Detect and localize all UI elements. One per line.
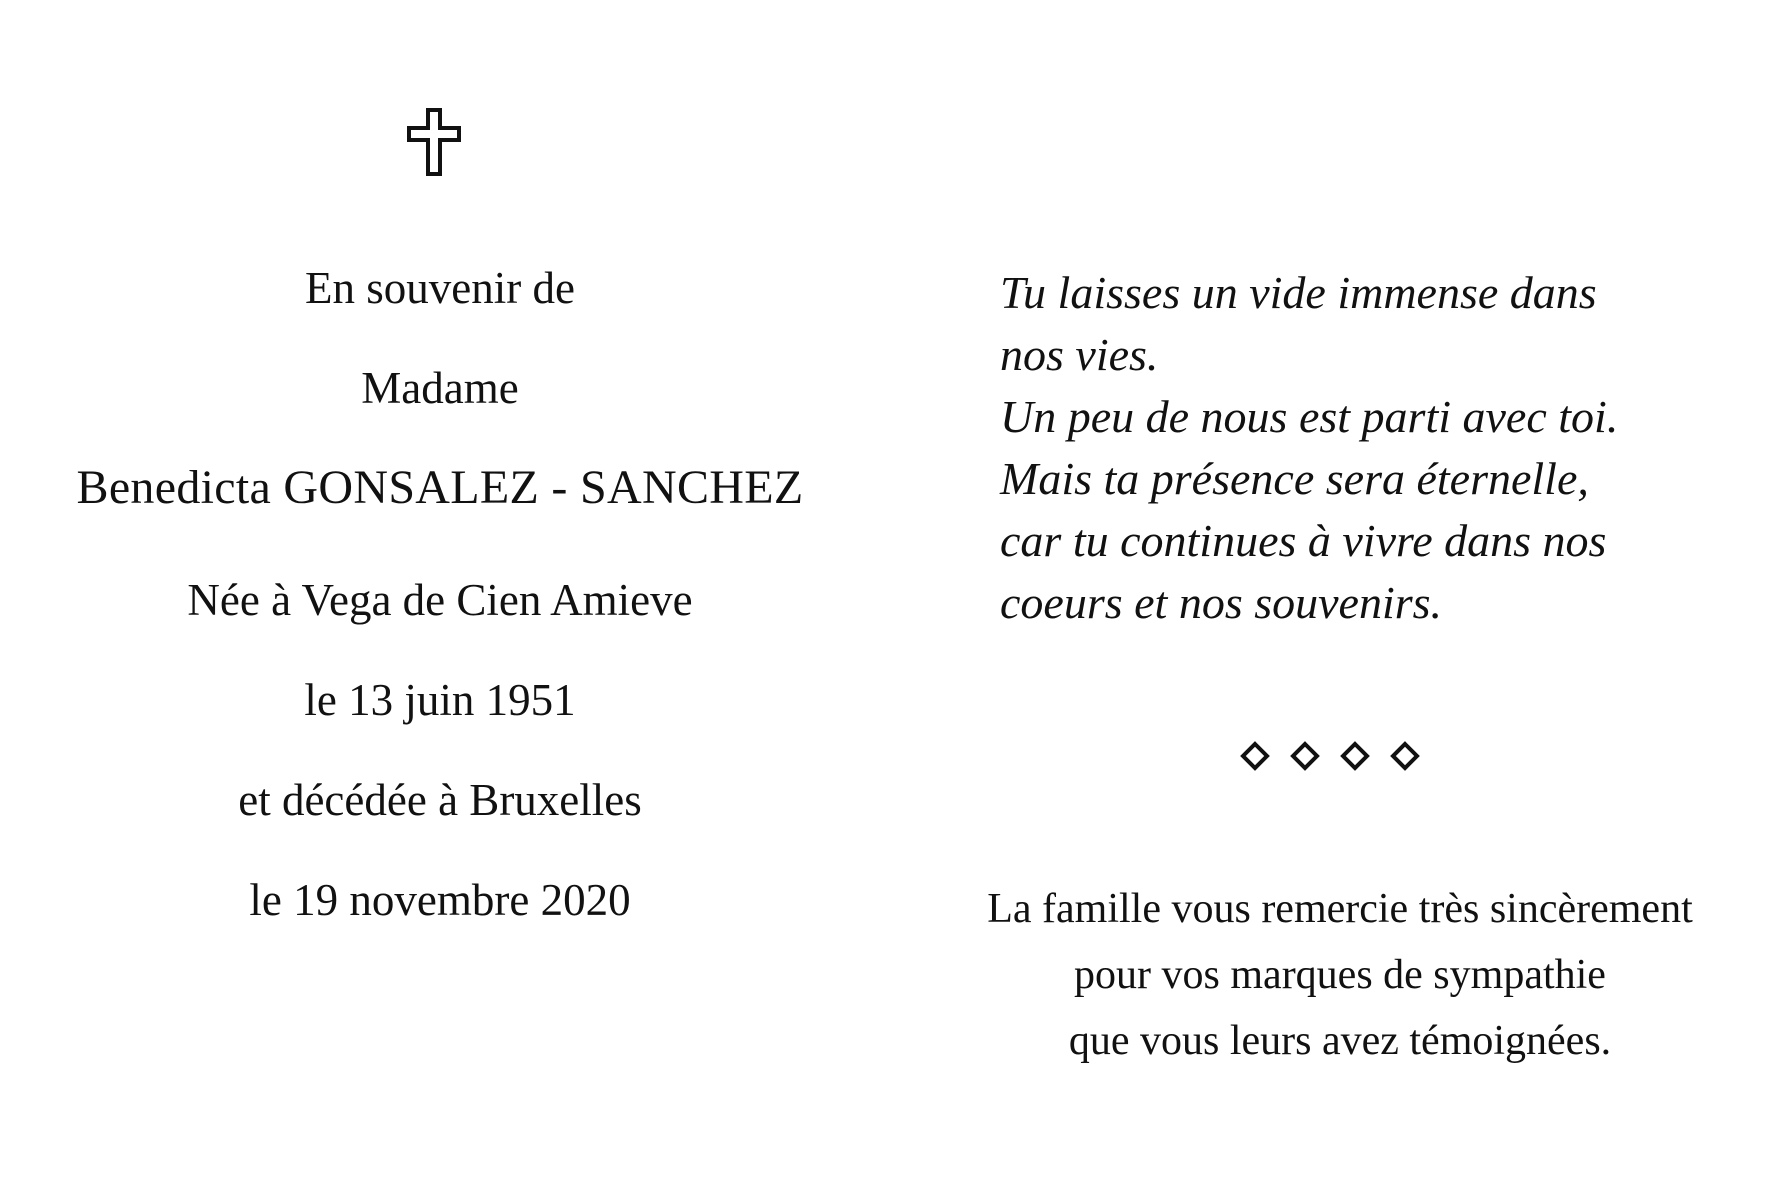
diamond-icon [1243, 744, 1267, 768]
thanks-line: pour vos marques de sympathie [1074, 952, 1606, 998]
cross-icon [407, 108, 461, 176]
poem-line: Mais ta présence sera éternelle, [1000, 453, 1589, 504]
birth-date: le 13 juin 1951 [304, 675, 576, 725]
deceased-name: Benedicta GONSALEZ - SANCHEZ [76, 461, 804, 514]
birth-place: Née à Vega de Cien Amieve [187, 575, 693, 625]
memorial-poem [1000, 262, 1740, 634]
death-date: le 19 novembre 2020 [249, 875, 631, 925]
diamond-ornament [1240, 740, 1430, 772]
diamond-icon [1343, 744, 1367, 768]
honorific: Madame [361, 363, 519, 413]
poem-line: Un peu de nous est parti avec toi. [1000, 391, 1619, 442]
diamond-icon [1293, 744, 1317, 768]
thank-you-message [940, 876, 1740, 1074]
poem-line: car tu continues à vivre dans nos [1000, 515, 1607, 566]
left-panel [0, 0, 880, 1181]
thanks-line: que vous leurs avez témoignées. [1068, 1018, 1612, 1064]
poem-line: coeurs et nos souvenirs. [1000, 577, 1443, 628]
poem-line: Tu laisses un vide immense dans [1000, 267, 1597, 318]
death-place: et décédée à Bruxelles [238, 775, 642, 825]
diamond-icon [1393, 744, 1417, 768]
poem-line: nos vies. [1000, 329, 1159, 380]
memorial-intro: En souvenir de [305, 263, 575, 313]
thanks-line: La famille vous remercie très sincèrement [987, 886, 1693, 932]
